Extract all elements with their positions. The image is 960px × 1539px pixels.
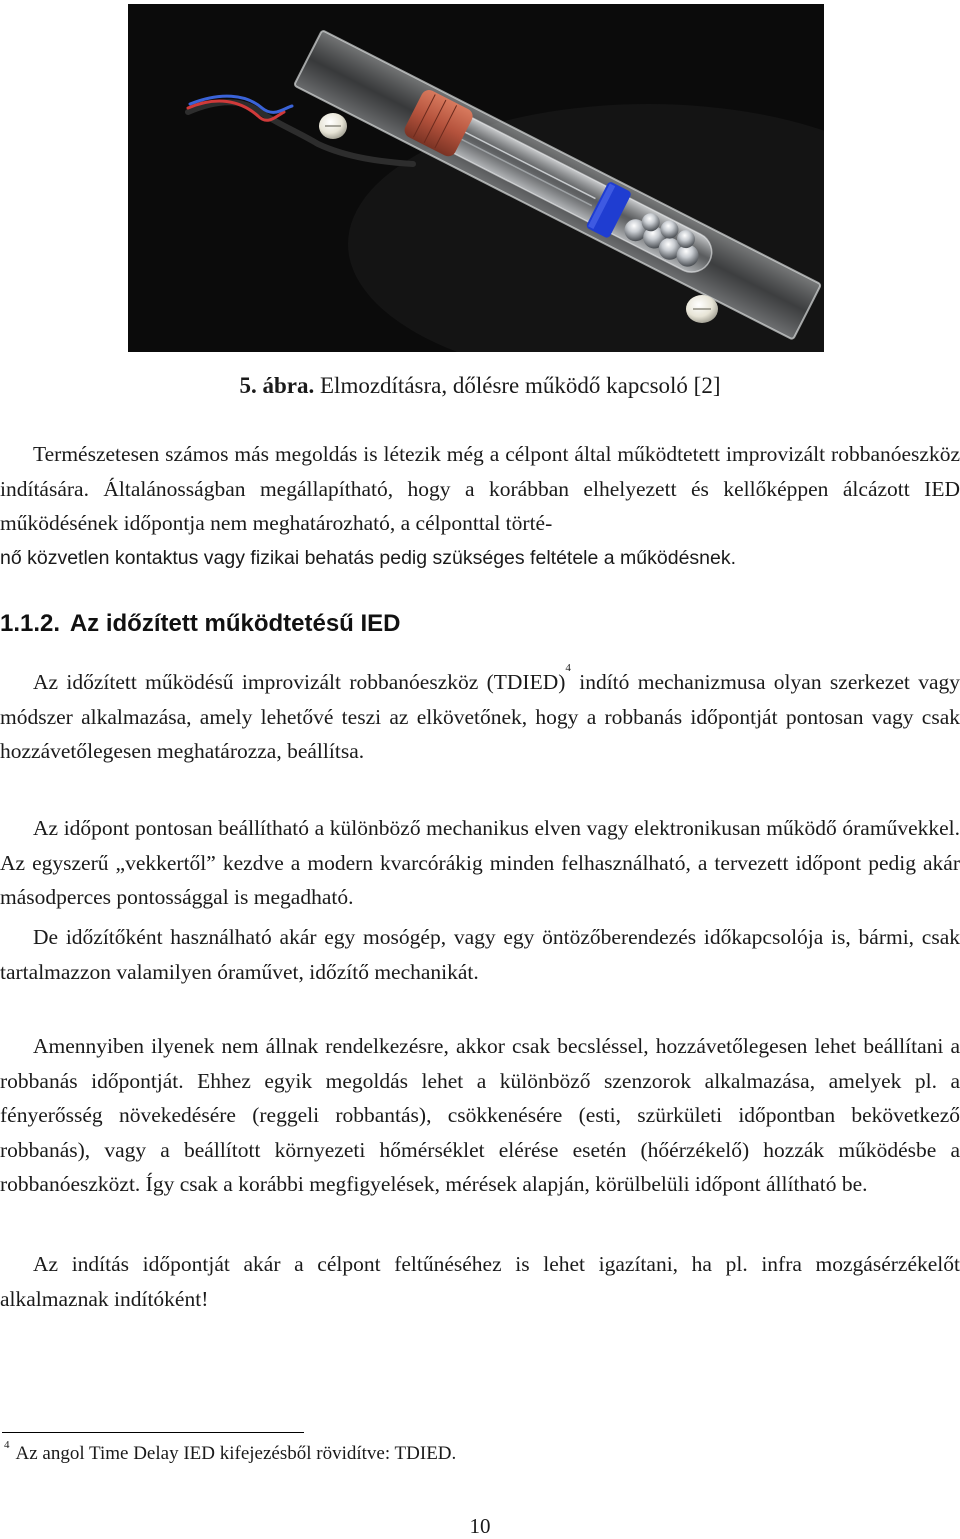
footnote-reference[interactable]: 4 (565, 662, 571, 674)
figure-caption (0, 371, 960, 401)
paragraph-6 (0, 1247, 960, 1316)
paragraph-2-after: indító mechanizmusa olyan szerkezet vagy módszer alkalmazása, amely lehetővé teszi az elkövetőnek, hogy a robbanás időpontját pontosan vagy csak hozzávetőlegesen meghatározza, beállítsa. (0, 670, 960, 764)
footnote-number: 4 (4, 1439, 10, 1451)
footnote-text: Az angol Time Delay IED kifejezésből rövidítve: TDIED. (15, 1443, 457, 1464)
paragraph-5 (0, 1029, 960, 1202)
paragraph-2 (0, 662, 960, 769)
page-number: 10 (469, 1514, 491, 1538)
paragraph-3-text: Az időpont pontosan beállítható a különböző mechanikus elven vagy elektronikusan működő óraművekkel. Az egyszerű „vekkertől” kezdve a modern kvarcórákig minden felhasználható, a tervezett időpont pedig akár másodperces pontossággal is megadható. (0, 816, 960, 910)
section-title: Az időzített működtetésű IED (69, 610, 401, 637)
figure-photo (128, 4, 824, 352)
paragraph-5-text: Amennyiben ilyenek nem állnak rendelkezésre, akkor csak becsléssel, hozzávetőlegesen lehet beállítani a robbanás időpontját. Ehhez egyik megoldás lehet a különböző szenzorok alkalmazása, amelyek pl. a fényerősség növekedésére (reggeli robbantás), csökkenésére (esti, szürkületi időpontban bekövetkező robbanás), vagy a beállított környezeti hőmérséklet elérése esetén (hőérzékelő) hozzák működésbe a robbanóeszközt. Így csak a korábbi megfigyelések, mérések alapján, körülbelüli időpont állítható be. (0, 1034, 960, 1197)
tilt-switch-photo (128, 4, 824, 352)
footnote (4, 1440, 456, 1468)
paragraph-1-tail (0, 541, 960, 576)
paragraph-1-tail-text: nő közvetlen kontaktus vagy fizikai behatás pedig szükséges feltétele a működésnek. (0, 547, 737, 569)
footnote-separator (2, 1432, 304, 1433)
paragraph-1-main: Természetesen számos más megoldás is létezik még a célpont által működtetett improvizált robbanóeszköz indítására. Általánosságban megállapítható, hogy a korábban elhelyezett és kellőképpen álcázott IED működésének időpontja nem meghatározható, a célponttal törté- (0, 442, 960, 536)
paragraph-3 (0, 811, 960, 915)
paragraph-1 (0, 437, 960, 541)
figure-label: 5. ábra. (239, 373, 315, 398)
paragraph-6-text: Az indítás időpontját akár a célpont feltűnéséhez is lehet igazítani, ha pl. infra mozgásérzékelőt alkalmaznak indítóként! (0, 1252, 960, 1311)
paragraph-2-before: Az időzített működésű improvizált robbanóeszköz (TDIED) (33, 670, 566, 694)
section-heading (0, 607, 401, 641)
paragraph-4 (0, 920, 960, 989)
section-number: 1.1.2. (0, 610, 61, 637)
figure-caption-text: Elmozdításra, dőlésre működő kapcsoló [2] (320, 373, 721, 398)
paragraph-4-text: De időzítőként használható akár egy mosógép, vagy egy öntözőberendezés időkapcsolója is, bármi, csak tartalmazzon valamilyen óraművet, időzítő mechanikát. (0, 925, 960, 984)
